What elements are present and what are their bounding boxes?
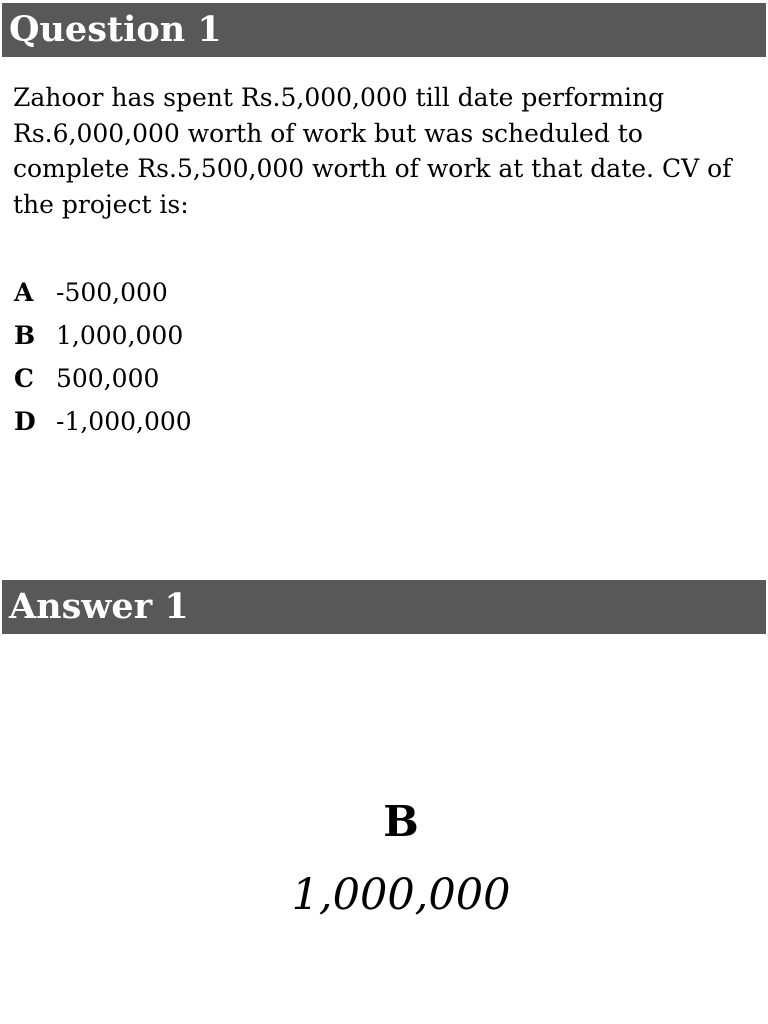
answer-letter: B <box>383 797 419 846</box>
option-letter: A <box>14 278 34 307</box>
answer-header: Answer 1 <box>2 580 766 634</box>
option-c <box>14 361 192 404</box>
question-text: Zahoor has spent Rs.5,000,000 till date performing Rs.6,000,000 worth of work but was scheduled to complete Rs.5,500,000 worth of work at that date. CV of the project is: <box>13 83 732 219</box>
option-text: 500,000 <box>56 364 160 393</box>
option-b <box>14 318 192 361</box>
option-letter: C <box>14 364 34 393</box>
question-header: Question 1 <box>2 3 766 57</box>
option-text: -1,000,000 <box>56 407 192 436</box>
option-letter: B <box>14 321 36 350</box>
option-text: 1,000,000 <box>56 321 184 350</box>
option-d <box>14 404 192 447</box>
answer-value: 1,000,000 <box>291 870 511 920</box>
option-text: -500,000 <box>56 278 168 307</box>
option-letter: D <box>14 407 36 436</box>
answer-options <box>14 275 192 447</box>
option-a <box>14 275 192 318</box>
